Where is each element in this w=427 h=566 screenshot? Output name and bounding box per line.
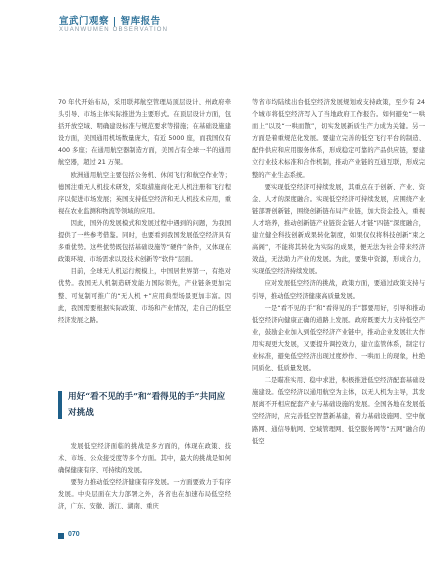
heading-accent-bar — [58, 391, 62, 419]
left-column-lower — [58, 441, 231, 514]
paragraph: 因此，国外的发展模式和发展过程中遇到的问题，为我国提供了一些参考借鉴。同时，也要看到我国发展低空经济具有多重优势。这些优势既包括基础设施等“硬件”条件，又体现在政策环境、市场需求以及技术创新等“软件”层面。 — [58, 219, 231, 264]
paragraph: 要实现低空经济可持续发展，其重点在于创新、产业、资金、人才的深度融合。实现低空经济可持续发展，应围绕产业链部署创新链，围绕创新链布局产业链，加大资金投入，重视人才培养，推动创新链产业链资金链人才链“四链”深度融合，建立健全科技创新成果转化制度，如果仅仅将科技创新“束之高阁”，不能将其转化为实际的成果，便无法为社会带来经济效益，无法助力产业的发展。为此，要集中资源，形成合力，实现低空经济持续发展。 — [252, 183, 425, 276]
paragraph: 目前，全球无人机运行规模上，中国居世界第一，有绝对优势。我国无人机制造研发能力国际领先，产业链条更加完整、可复制可推广的“无人机 +”应用典型场景更加丰富。因此，我国需要根据实际政策、市场和产业情况，走自己的低空经济发展之路。 — [58, 268, 231, 324]
paragraph: 一是“看不见的手”和“看得见的手”都要用好，引导和推动低空经济向健康正确的道路上发展。政府既要大力支持低空产业，鼓励企业加入到低空经济产业链中，推动企业发展壮大作用实现更大发展，又要提升调控效力，建立监管体系，制定行业标准，避免低空经济出现过度炒作、一哄而上的现象，杜绝同质化、低质量发展。 — [252, 304, 425, 373]
paragraph: 欧洲通用航空主要包括公务机、休闲飞行和航空作业等；德国注重无人机技术研发，采取措施商化无人机注册和飞行程序以促进市场发展；英国支持低空经济和无人机技术应用，重视在农业监测和物流等领域的应用。 — [58, 171, 231, 215]
page-number-marker — [58, 533, 64, 539]
paragraph: 等省市均陆续出台低空经济发展规划或支持政策，至少有 24 个城市将低空经济写入了当地政府工作报告。如何避免“一哄而上”以及“一哄而散”，切实发展新质生产力成为关键。另一方面是着重规范化发展。要建立完善的低空飞行平台的制造、配件供应和应用服务体系，形成稳定可靠的产品供应链，要建立行业技术标准和合作机制，推动产业链的互通互联，形成完整的产业生态系统。 — [252, 99, 425, 179]
publication-subtitle: XUANWUMEN OBSERVATION — [59, 27, 169, 33]
paragraph: 70 年代开始布局，采用联邦航空管理局顶层设计、州政府牵头引导、市场主体实际推进为主要形式。在顶层设计方面，包括开放空域、明确建设标准与规范要求等措施；在基础设施建设方面，美国通用机场数量庞大，有近 5000 座，而我国仅有 400 多座；在通用航空器制造方面，美国占有全球一半的通用航空器，超过 21 万架。 — [58, 99, 231, 167]
left-column — [58, 97, 231, 327]
page-number: 070 — [68, 531, 80, 538]
right-column — [252, 97, 425, 448]
paragraph: 二是瞄准实用、稳中求进，积极推进低空经济配套基础设施建设。低空经济以通用航空为主体，以无人机为主导，其发展离不开相应配套产业与基础设施的发展。全国各地在发展低空经济时，应完善低空智慧新基建，着力基础设施网、空中航路网、通信导航网、空域管理网、低空服务网等“五网”融合的低空 — [252, 377, 425, 445]
publication-title: 宣武门观察 | 智库报告 — [59, 16, 161, 27]
paragraph: 应对发展低空经济的挑战，政策方面，要通过政策支持与引导，推动低空经济健康高质量发展。 — [252, 280, 425, 300]
section-heading — [58, 389, 233, 421]
paragraph: 发展低空经济面临的挑战是多方面的，体现在政策、技术、市场、公众接受度等多个方面。其中，最大的挑战是如何确保健康有序、可持续的发展。 — [58, 443, 231, 475]
paragraph: 要努力推动低空经济健康有序发展。一方面要致力于有序发展。中央层面在大力部署之外，各省也在加速布局低空经济，广东、安徽、浙江、湖南、重庆 — [58, 479, 231, 511]
section-heading-text: 用好“看不见的手”和“看得见的手”共同应对挑战 — [68, 392, 226, 418]
page-header — [0, 0, 427, 44]
